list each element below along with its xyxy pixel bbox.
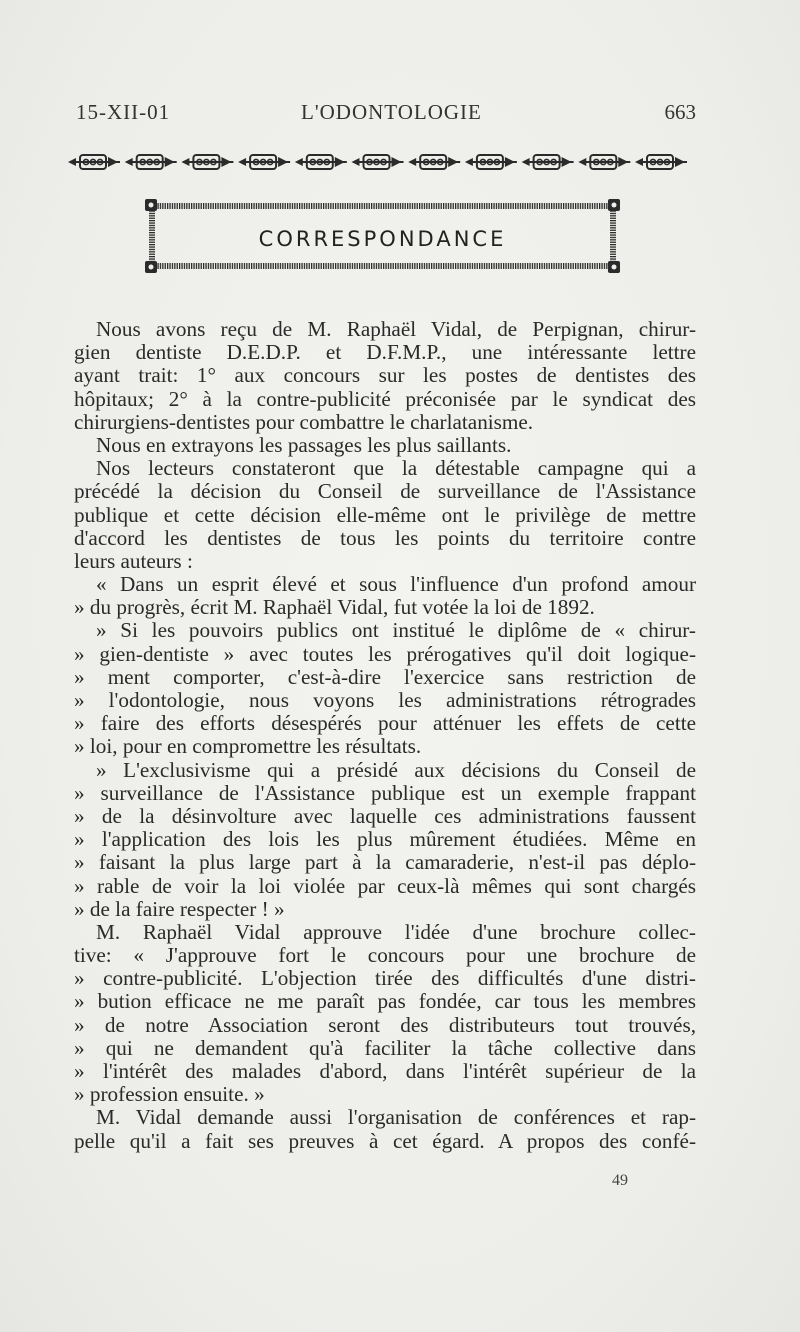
- text-line: ayant trait: 1° aux concours sur les postes de dentistes des: [74, 363, 696, 388]
- text-line: » faire des efforts désespérés pour atténuer les effets de cette: [74, 711, 696, 736]
- text-line: » de notre Association seront des distributeurs tout trouvés,: [74, 1012, 696, 1037]
- text-line: « Dans un esprit élevé et sous l'influence d'un profond amour: [96, 572, 696, 597]
- text-line: tive: « J'approuve fort le concours pour une brochure de: [74, 943, 696, 968]
- ornament-unit: [125, 155, 177, 169]
- text-line: » gien-dentiste » avec toutes les prérogatives qu'il doit logique-: [74, 641, 696, 666]
- text-line: » contre-publicité. L'objection tirée des difficultés d'une distri-: [74, 966, 696, 991]
- text-line: précédé la décision du Conseil de surveillance de l'Assistance: [74, 479, 696, 504]
- text-line: pelle qu'il a fait ses preuves à cet égard. A propos des confé-: [74, 1128, 696, 1153]
- text-line: leurs auteurs :: [74, 548, 193, 573]
- ornament-unit: [295, 155, 347, 169]
- text-line: chirurgiens-dentistes pour combattre le charlatanisme.: [74, 409, 534, 434]
- text-line: » bution efficace ne me paraît pas fondée, car tous les membres: [74, 989, 696, 1014]
- section-title: CORRESPONDANCE: [258, 227, 507, 251]
- ornament-unit: [352, 155, 404, 169]
- ornament-unit: [238, 155, 290, 169]
- text-line: » L'exclusivisme qui a présidé aux décisions du Conseil de: [96, 757, 696, 782]
- text-line: » Si les pouvoirs publics ont institué le diplôme de « chirur-: [96, 618, 696, 643]
- ornamental-rule: [68, 150, 692, 174]
- running-head-date: 15-XII-01: [76, 100, 171, 124]
- text-line: » l'application des lois les plus mûrement étudiées. Même en: [74, 827, 696, 852]
- ornament-unit: [522, 155, 574, 169]
- text-line: Nos lecteurs constateront que la détestable campagne qui a: [96, 456, 696, 481]
- text-line: Nous avons reçu de M. Raphaël Vidal, de Perpignan, chirur-: [96, 317, 696, 341]
- text-line: M. Vidal demande aussi l'organisation de conférences et rap-: [96, 1105, 696, 1130]
- text-line: » l'intérêt des malades d'abord, dans l'intérêt supérieur de la: [74, 1059, 696, 1083]
- ornament-unit: [635, 155, 687, 169]
- ornament-unit: [68, 155, 120, 169]
- text-line: » de la faire respecter ! »: [74, 896, 285, 921]
- text-line: » ment comporter, c'est-à-dire l'exercice sans restriction de: [74, 664, 696, 689]
- article-body: [74, 318, 696, 1153]
- running-head-journal-title: L'ODONTOLOGIE: [301, 100, 482, 124]
- signature-mark: 49: [612, 1172, 628, 1189]
- text-line: » surveillance de l'Assistance publique est un exemple frappant: [74, 780, 696, 805]
- ornament-unit: [408, 155, 460, 169]
- ornament-unit: [181, 155, 233, 169]
- text-line: gien dentiste D.E.D.P. et D.F.M.P., une intéressante lettre: [74, 340, 696, 365]
- text-line: » du progrès, écrit M. Raphaël Vidal, fut votée la loi de 1892.: [74, 595, 595, 620]
- text-line: M. Raphaël Vidal approuve l'idée d'une brochure collec-: [96, 919, 696, 944]
- text-line: » qui ne demandent qu'à faciliter la tâche collective dans: [74, 1035, 696, 1060]
- text-line: » rable de voir la loi violée par ceux-là mêmes qui sont chargés: [74, 873, 696, 898]
- text-line: » profession ensuite. »: [74, 1082, 265, 1107]
- ornament-unit: [465, 155, 517, 169]
- text-line: » de la désinvolture avec laquelle ces administrations faussent: [74, 803, 696, 828]
- text-line: hôpitaux; 2° à la contre-publicité préconisée par le syndicat des: [74, 386, 696, 411]
- text-line: » faisant la plus large part à la camaraderie, n'est-il pas déplo-: [74, 850, 696, 875]
- page-number: 663: [664, 100, 696, 124]
- text-line: d'accord les dentistes de tous les points du territoire contre: [74, 525, 696, 550]
- text-line: » l'odontologie, nous voyons les administrations rétrogrades: [74, 688, 696, 712]
- running-head: [76, 100, 696, 130]
- text-line: » loi, pour en compromettre les résultats.: [74, 734, 422, 759]
- text-line: publique et cette décision elle-même ont le privilège de mettre: [74, 502, 696, 527]
- ornament-unit: [578, 155, 630, 169]
- text-line: Nous en extrayons les passages les plus saillants.: [96, 432, 512, 457]
